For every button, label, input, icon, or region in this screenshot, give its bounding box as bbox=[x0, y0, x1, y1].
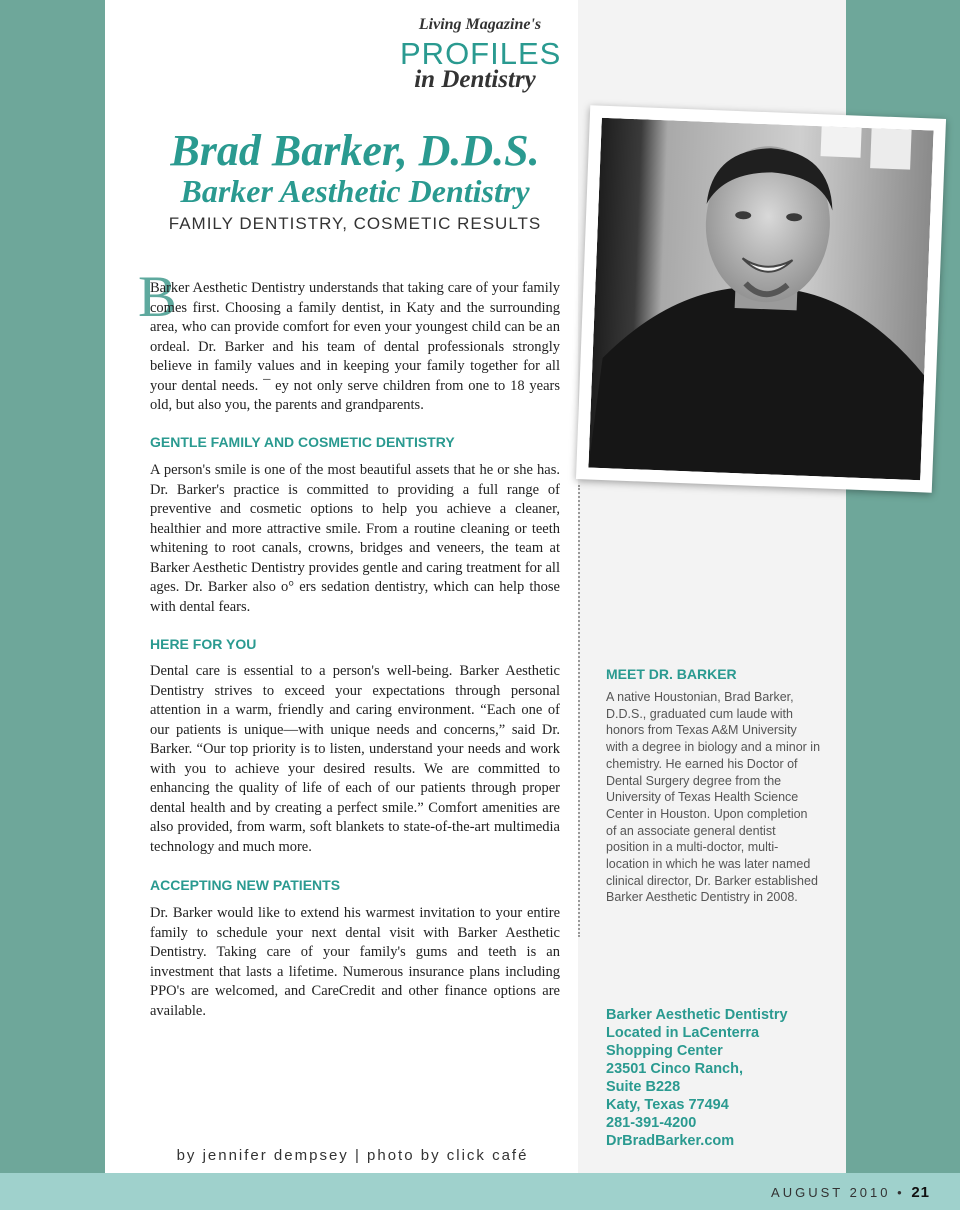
drop-cap: B bbox=[138, 264, 177, 329]
contact-street-address: 23501 Cinco Ranch, bbox=[606, 1061, 743, 1077]
column-divider bbox=[578, 485, 580, 937]
contact-city-state: Katy, Texas 77494 bbox=[606, 1097, 729, 1113]
footer-bottom-strip bbox=[0, 1210, 960, 1230]
contact-suite: Suite B228 bbox=[606, 1079, 681, 1095]
section-heading-gentle-family: GENTLE FAMILY AND COSMETIC DENTISTRY bbox=[150, 434, 455, 450]
section-body-gentle-family: A person's smile is one of the most beautiful assets that he or she has. Dr. Barker's practice is committed to providing a full range of preventive and cosmetic options to help you achieve a cleaner, healthier and more attractive smile. From a routine cleaning or teeth whitening to root canals, crowns, bridges and veneers, the team at Barker Aesthetic Dentistry provides gentle and caring treatment for all ages. Dr. Barker also o° ers sedation dentistry, which can help those with dental fears. bbox=[150, 462, 560, 615]
sidebar-bio: A native Houstonian, Brad Barker, D.D.S., graduated cum laude with honors from Texas A&M University with a degree in biology and a minor in chemistry. He earned his Doctor of Dental Surgery degree from the University of Texas Health Science Center in Houston. Upon completion of an associate general dentist position in a multi-doctor, multi-location in which he was later named clinical director, Dr. Barker established Barker Aesthetic Dentistry in 2008. bbox=[606, 690, 821, 905]
section-body-here-for-you: Dental care is essential to a person's well-being. Barker Aesthetic Dentistry strives to exceed your expectations through personal attention in a warm, friendly and caring environment. “Each one of our patients is unique—with unique needs and concerns,” said Dr. Barker. “Our top priority is to listen, understand your needs and work with you to achieve your desired results. We are committed to enhancing the quality of life of each of our patients through proper dental health and by creating a perfect smile.” Comfort amenities are also provided, from warm, soft blankets to state-of-the-art multimedia technology and much more. bbox=[150, 663, 560, 855]
issue-date: AUGUST 2010 bbox=[771, 1185, 891, 1200]
masthead-profiles: PROFILES bbox=[400, 36, 562, 71]
contact-location: Located in LaCenterra bbox=[606, 1025, 760, 1041]
contact-phone: 281-391-4200 bbox=[606, 1115, 697, 1131]
byline: by jennifer dempsey | photo by click café bbox=[176, 1147, 529, 1164]
doctor-photo-frame bbox=[576, 105, 946, 492]
left-border-band bbox=[0, 0, 105, 1230]
contact-website: DrBradBarker.com bbox=[606, 1133, 735, 1149]
practice-name-title: Barker Aesthetic Dentistry bbox=[180, 173, 530, 209]
contact-shopping-center: Shopping Center bbox=[606, 1043, 723, 1059]
section-heading-accepting-patients: ACCEPTING NEW PATIENTS bbox=[150, 877, 341, 893]
page-footer bbox=[700, 1184, 930, 1201]
sidebar-heading: MEET DR. BARKER bbox=[606, 666, 737, 682]
contact-block bbox=[606, 1006, 838, 1150]
section-body-accepting-patients: Dr. Barker would like to extend his warmest invitation to your entire family to schedule your next dental visit with Barker Aesthetic Dentistry. Taking care of your family's gums and teeth is an investment that lasts a lifetime. Numerous insurance plans including PPO's are welcomed, and CareCredit and other finance options are available. bbox=[150, 905, 560, 1019]
tagline: FAMILY DENTISTRY, COSMETIC RESULTS bbox=[168, 214, 542, 233]
masthead-dentistry: in Dentistry bbox=[414, 66, 536, 93]
contact-practice-name: Barker Aesthetic Dentistry bbox=[606, 1007, 788, 1023]
footer-bullet: • bbox=[897, 1185, 905, 1200]
intro-paragraph: Barker Aesthetic Dentistry understands that taking care of your family comes first. Choosing a family dentist, in Katy and the surrounding area, who can provide comfort for even your youngest child can be an ordeal. Dr. Barker and his team of dental professionals strongly believe in family values and in keeping your family together for all your dental needs. ¯ ey not only serve children from one to 18 years old, but also you, the parents and grandparents. bbox=[150, 280, 560, 413]
masthead-publication: Living Magazine's bbox=[418, 16, 542, 33]
doctor-name-title: Brad Barker, D.D.S. bbox=[170, 126, 540, 175]
section-heading-here-for-you: HERE FOR YOU bbox=[150, 636, 257, 652]
doctor-portrait-photo bbox=[588, 118, 933, 480]
page-number: 21 bbox=[911, 1184, 930, 1201]
